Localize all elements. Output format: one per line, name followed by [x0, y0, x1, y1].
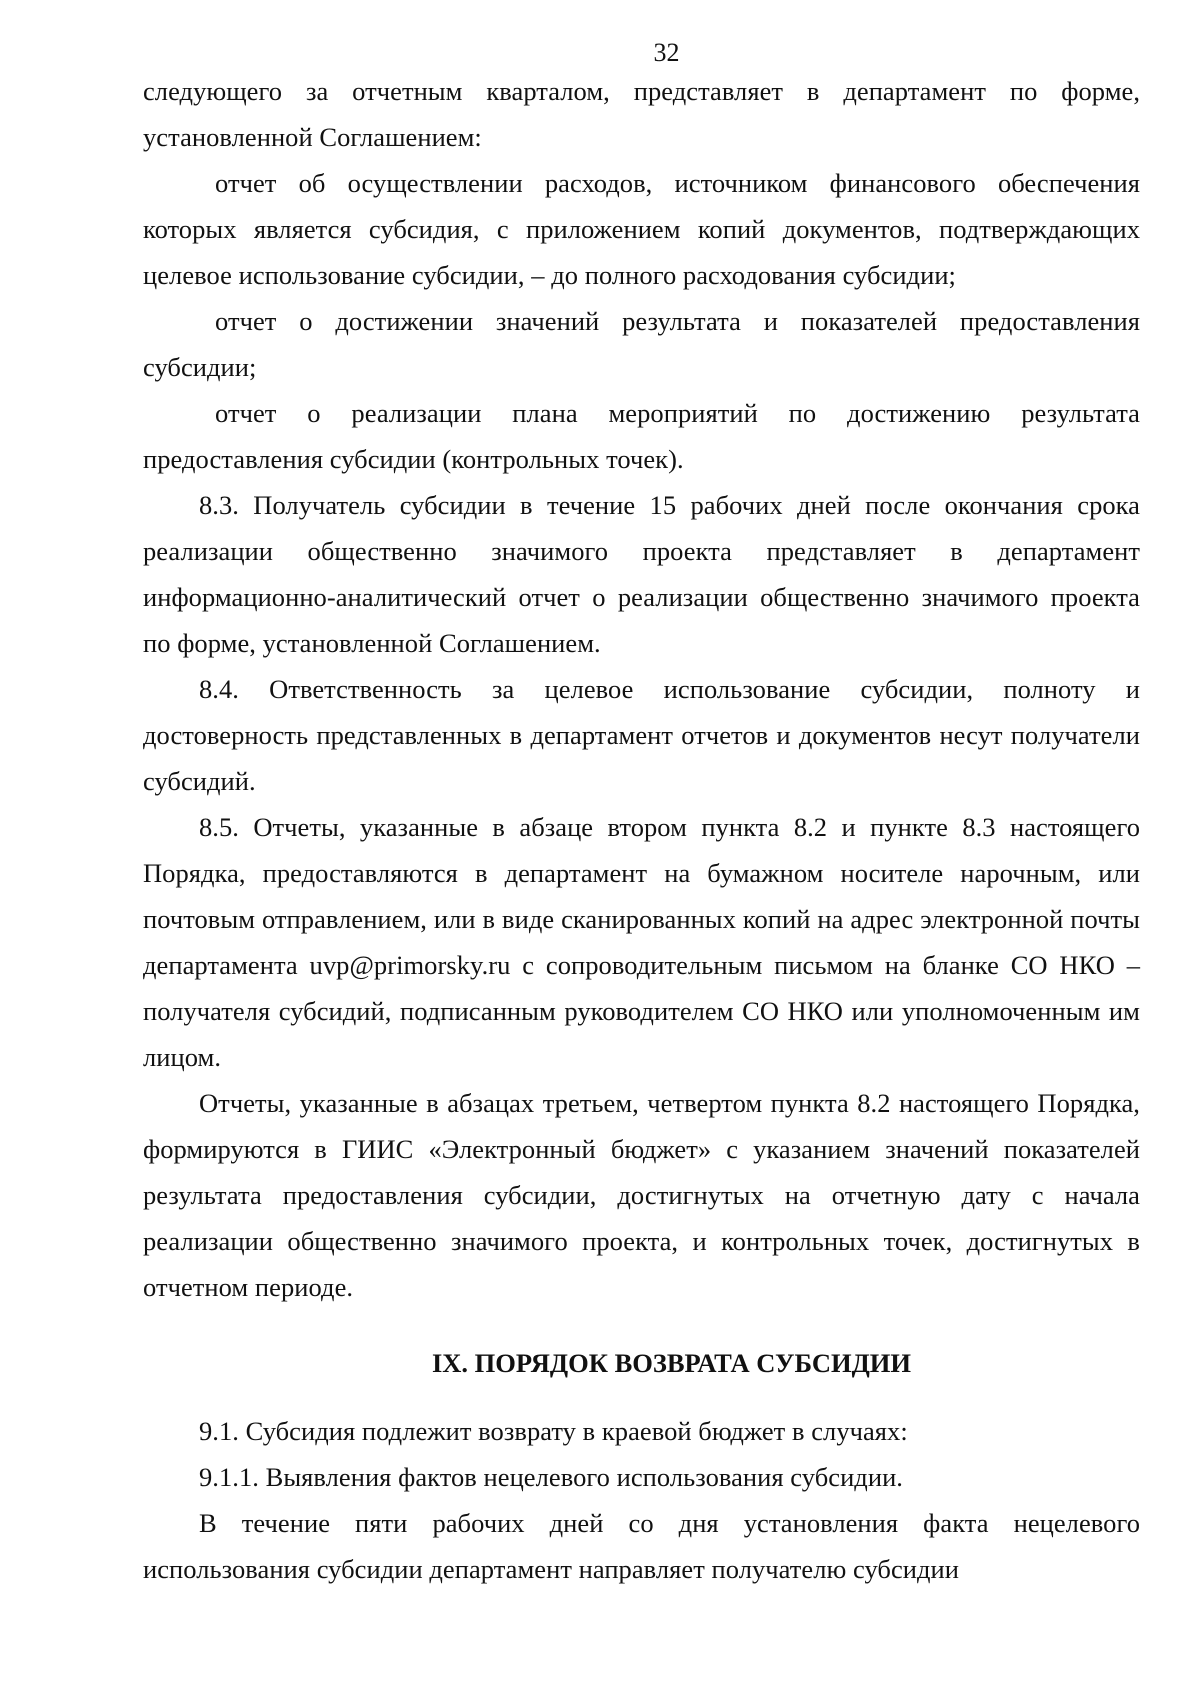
paragraph-report-results: отчет о достижении значений результата и показателей предоставления субсидии;	[143, 306, 1140, 382]
section-heading: IX. ПОРЯДОК ВОЗВРАТА СУБСИДИИ	[431, 1348, 912, 1378]
paragraph-9-1-1: 9.1.1. Выявления фактов нецелевого использования субсидии.	[199, 1462, 903, 1492]
page-number: 32	[653, 38, 680, 67]
paragraph-9-1: 9.1. Субсидия подлежит возврату в краевой бюджет в случаях:	[199, 1416, 908, 1446]
paragraph-report-plan: отчет о реализации плана мероприятий по достижению результата предоставления субсидии (контрольных точек).	[143, 398, 1140, 474]
paragraph-continuation: следующего за отчетным кварталом, представляет в департамент по форме, установленной Соглашением:	[143, 76, 1140, 152]
paragraph-8-4: 8.4. Ответственность за целевое использование субсидии, полноту и достоверность представленных в департамент отчетов и документов несут получатели субсидий.	[143, 674, 1140, 796]
paragraph-report-expenses: отчет об осуществлении расходов, источником финансового обеспечения которых является субсидия, с приложением копий документов, подтверждающих целевое использование субсидии, – до полного расходования субсидии;	[143, 168, 1140, 290]
paragraph-8-5: 8.5. Отчеты, указанные в абзаце втором пункта 8.2 и пункте 8.3 настоящего Порядка, предоставляются в департамент на бумажном носителе нарочным, или почтовым отправлением, или в виде сканированных копий на адрес электронной почты департамента uvp@primorsky.ru с сопроводительным письмом на бланке СО НКО – получателя субсидий, подписанным руководителем СО НКО или уполномоченным им лицом.	[143, 812, 1140, 1072]
paragraph-reports-giis: Отчеты, указанные в абзацах третьем, четвертом пункта 8.2 настоящего Порядка, формируются в ГИИС «Электронный бюджет» с указанием значений показателей результата предоставления субсидии, достигнутых на отчетную дату с начала реализации общественно значимого проекта, и контрольных точек, достигнутых в отчетном периоде.	[143, 1088, 1140, 1302]
paragraph-5-days: В течение пяти рабочих дней со дня установления факта нецелевого использования субсидии департамент направляет получателю субсидии	[143, 1508, 1140, 1584]
paragraph-8-3: 8.3. Получатель субсидии в течение 15 рабочих дней после окончания срока реализации общественно значимого проекта представляет в департамент информационно-аналитический отчет о реализации общественно значимого проекта по форме, установленной Соглашением.	[143, 490, 1140, 658]
